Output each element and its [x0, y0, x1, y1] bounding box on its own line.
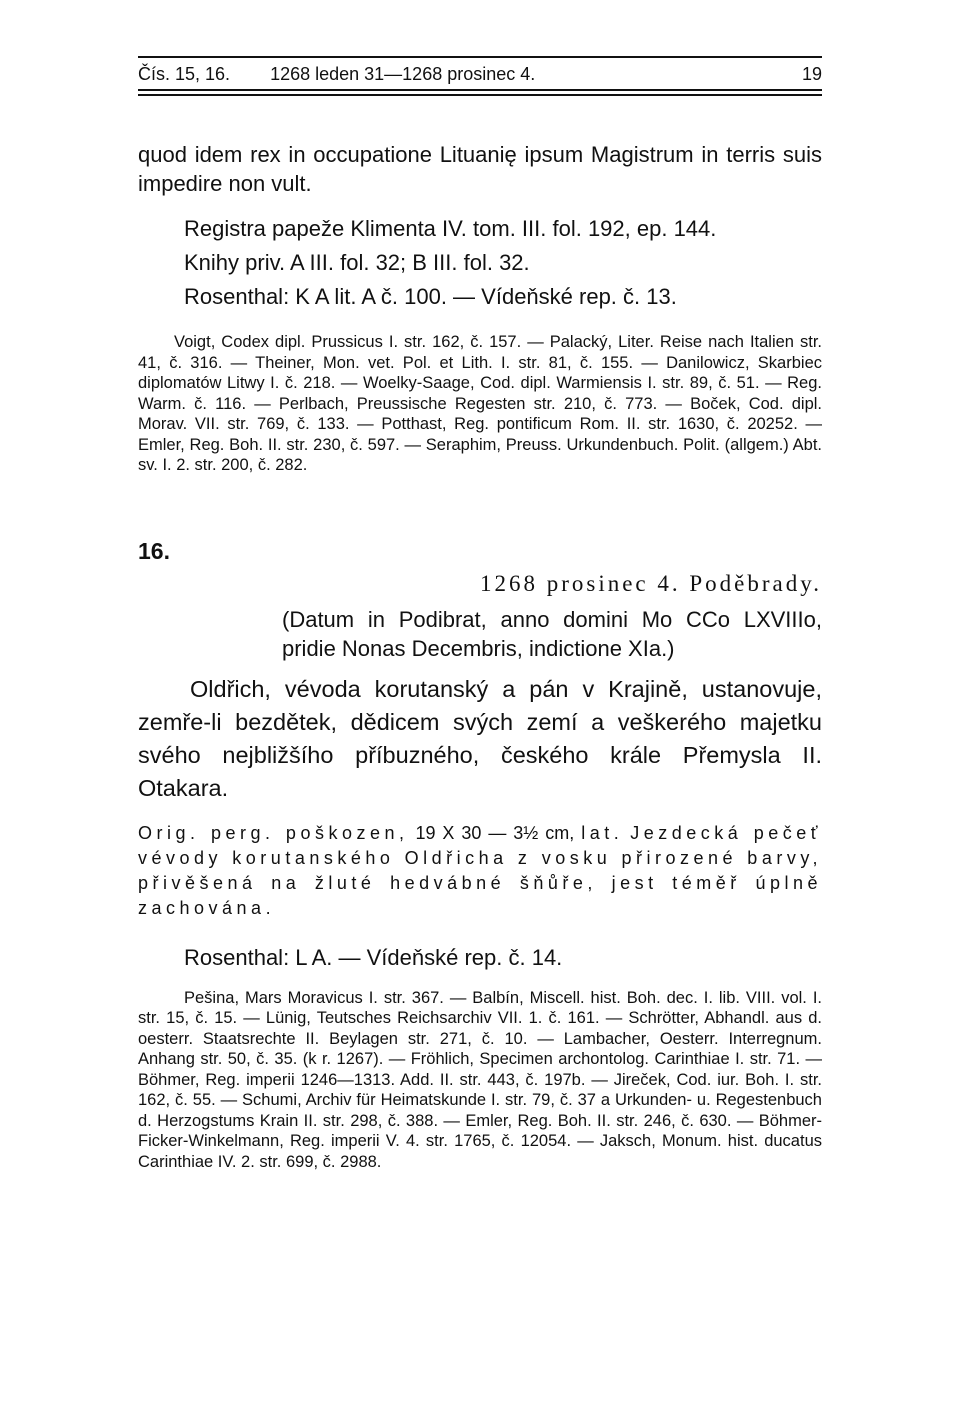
- header-bottom-rule-2: [138, 94, 822, 96]
- doc16-source: Rosenthal: L A. — Vídeňské rep. č. 14.: [184, 944, 563, 970]
- document-16: [138, 538, 822, 1173]
- doc16-original-description: [138, 821, 822, 921]
- doc15-literature: Voigt, Codex dipl. Prussicus I. str. 162, č. 157. — Palacký, Liter. Reise nach Italien str. 41, č. 316. — Theiner, Mon. vet. Pol. et Lith. I. str. 81, č. 155. — Danilowicz, Skarbiec diplomatów Litwy I. č. 218. — Woelky-Saage, Cod. dipl. Warmiensis I. str. 89, č. 51. — Reg. Warm. č. 116. — Perlbach, Preussische Regesten str. 210, č. 773. — Boček, Cod. dipl. Morav. VII. str. 769, č. 133. — Potthast, Reg. pontificum Rom. II. str. 1630, č. 20252. — Emler, Reg. Boh. II. str. 230, č. 597. — Seraphim, Preuss. Urkundenbuch. Polit. (allgem.) Abt. sv. I. 2. str. 200, č. 282.: [138, 333, 822, 474]
- document-15-continuation: [138, 140, 822, 476]
- doc16-orig-size: 19 X 30 — 3½ cm,: [415, 822, 575, 843]
- doc15-sources: [138, 212, 822, 314]
- doc16-datum-clause: (Datum in Podibrat, anno domini Mo CCo LXVIIIo, pridie Nonas Decembris, indictione XIa.): [282, 606, 822, 661]
- doc16-number: 16.: [138, 537, 170, 564]
- header-date-range: 1268 leden 31—1268 prosinec 4.: [270, 64, 536, 84]
- header-bottom-rule: [138, 89, 822, 91]
- doc16-date-place: 1268 prosinec 4. Poděbrady.: [479, 570, 822, 596]
- running-header: [138, 58, 822, 89]
- page: [138, 56, 822, 1172]
- doc16-orig-language: lat.: [581, 822, 624, 843]
- doc16-regest: Oldřich, vévoda korutanský a pán v Krajině, ustanovuje, zemře-li bezdětek, dědicem svých zemí a veškerého majetku svého nejbližšího příbuzného, českého krále Přemysla II. Otakara.: [138, 675, 822, 801]
- doc15-source-rosenthal: Rosenthal: K A lit. A č. 100. — Vídeňské rep. č. 13.: [184, 284, 677, 309]
- doc16-seal-description: Jezdecká pečeť vévody korutanského Oldřicha z vosku přirozené barvy, přivěšená na žluté hedvábné šňůře, jest téměř úplně zachována.: [138, 822, 822, 918]
- doc15-text-continuation: quod idem rex in occupatione Lituanię ipsum Magistrum in terris suis impedire non vult.: [138, 142, 822, 196]
- doc15-source-registra: Registra papeže Klimenta IV. tom. III. fol. 192, ep. 144.: [184, 216, 717, 241]
- page-number: 19: [801, 64, 822, 84]
- doc15-source-knihy: Knihy priv. A III. fol. 32; B III. fol. 32.: [184, 250, 530, 275]
- doc16-orig-label: Orig. perg. poškozen,: [138, 822, 409, 843]
- doc16-literature: Pešina, Mars Moravicus I. str. 367. — Balbín, Miscell. hist. Boh. dec. I. lib. VIII. vol. I. str. 15, č. 15. — Lünig, Teutsches Reichsarchiv VII. 1. č. 161. — Schrötter, Abhandl. aus d. oesterr. Staatsrechte II. Beylagen str. 271, č. 10. — Lambacher, Oesterr. Interregnum. Anhang str. 50, č. 35. (k r. 1267). — Fröhlich, Specimen archontolog. Carinthiae I. str. 71. — Böhmer, Reg. imperii 1246—1313. Add. II. str. 443, č. 197b. — Jireček, Cod. iur. Boh. I. str. 162, č. 55. — Schumi, Archiv für Heimatskunde I. str. 79, č. 37 a Urkunden- u. Regestenbuch d. Herzogstums Krain II. str. 298, č. 388. — Emler, Reg. Boh. II. str. 246, č. 630. — Böhmer-Ficker-Winkelmann, Reg. imperii V. 4. str. 1765, č. 12054. — Jaksch, Monum. hist. ducatus Carinthiae IV. 2. str. 699, č. 2988.: [138, 988, 822, 1171]
- header-doc-numbers: Čís. 15, 16.: [138, 64, 231, 84]
